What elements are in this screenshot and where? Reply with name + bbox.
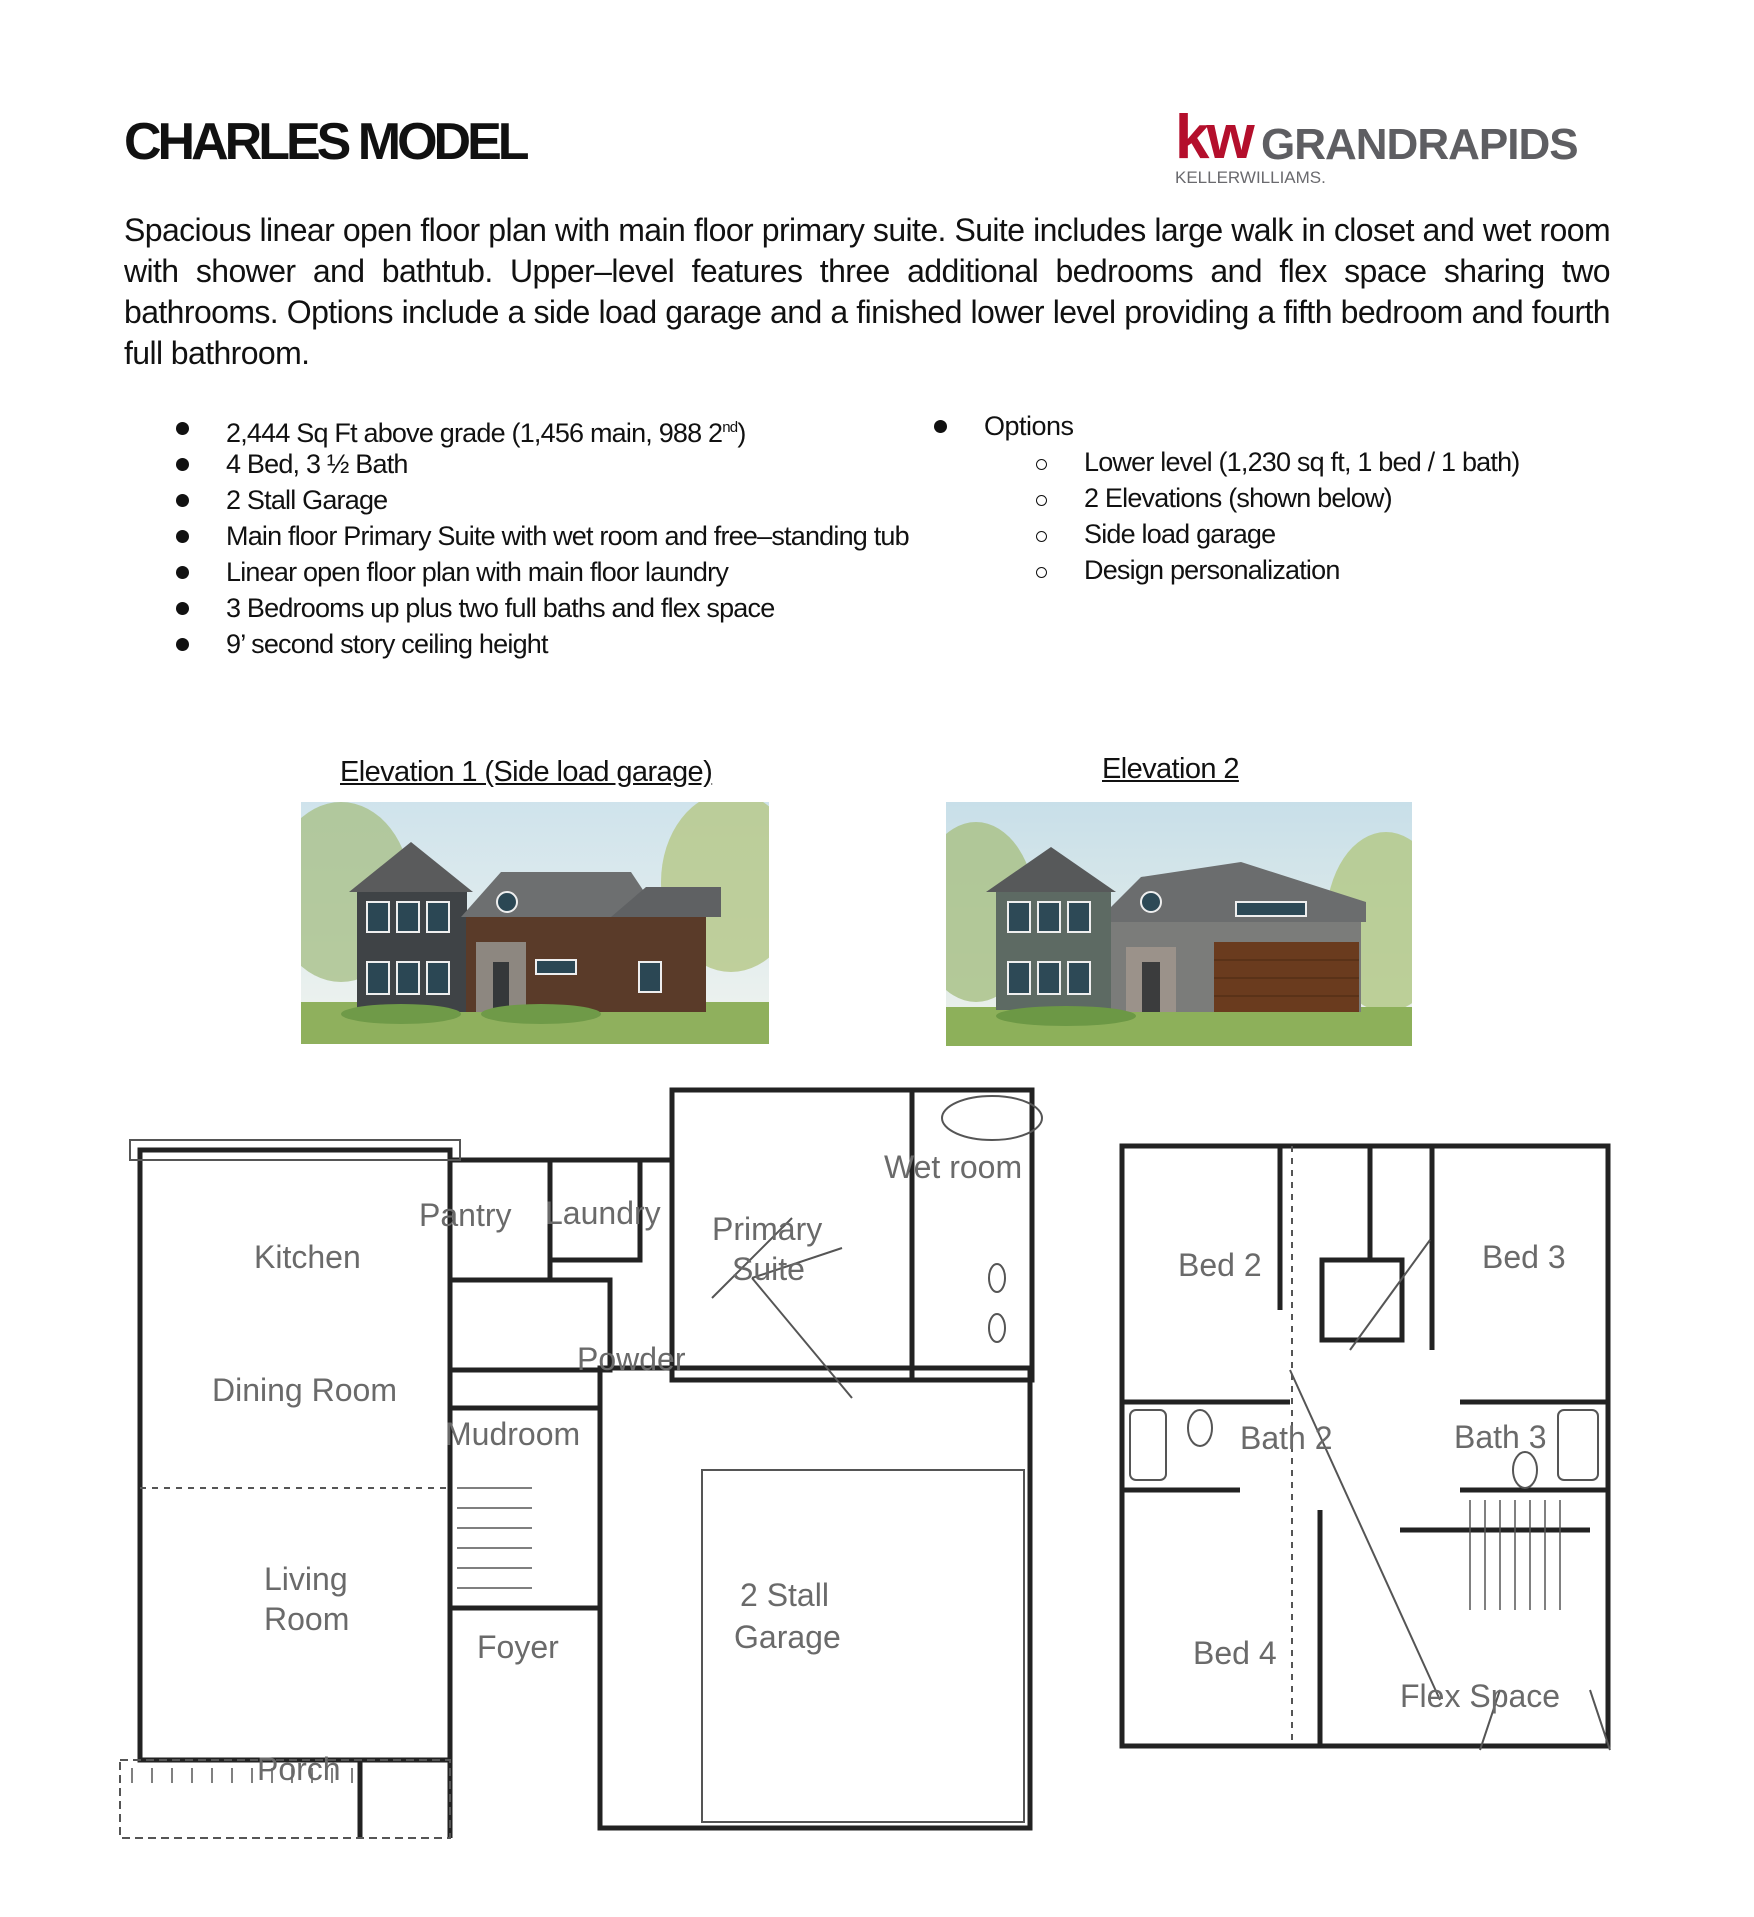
bullet-icon — [176, 530, 189, 543]
room-label-porch: Porch — [257, 1751, 341, 1787]
option-text: Side load garage — [1084, 519, 1276, 549]
page-title: CHARLES MODEL — [124, 113, 526, 171]
option-item — [934, 480, 1519, 516]
logo-kw-mark: kw — [1175, 103, 1252, 172]
option-text: Design personalization — [1084, 555, 1340, 585]
room-label-flex-space: Flex Space — [1400, 1678, 1561, 1714]
bullet-icon — [176, 494, 189, 507]
bullet-icon — [176, 638, 189, 651]
elevation-2-caption: Elevation 2 — [1102, 753, 1239, 785]
feature-text: 2 Stall Garage — [226, 485, 388, 515]
elevation-1-image — [301, 802, 769, 1044]
hollow-bullet-icon — [1036, 495, 1047, 506]
feature-item — [176, 626, 909, 662]
feature-item — [176, 410, 909, 446]
room-label-mudroom: Mudroom — [445, 1416, 581, 1452]
elevation-2-image — [946, 802, 1412, 1046]
option-item — [934, 444, 1519, 480]
elevation-1-caption: Elevation 1 (Side load garage) — [340, 756, 713, 788]
hollow-bullet-icon — [1036, 459, 1047, 470]
room-label-living-room: Room — [264, 1601, 350, 1637]
bullet-icon — [176, 566, 189, 579]
options-heading-text: Options — [984, 411, 1074, 441]
room-label-laundry: Laundry — [545, 1195, 661, 1231]
room-label-kitchen: Kitchen — [254, 1239, 361, 1275]
feature-list — [176, 410, 909, 662]
options-list — [934, 408, 1519, 588]
logo-brand: GRANDRAPIDS — [1261, 120, 1578, 169]
bullet-icon — [934, 420, 947, 433]
upper-floor-plan — [1090, 1110, 1640, 1770]
model-description: Spacious linear open floor plan with main floor primary suite. Suite includes large walk in closet and wet room with shower and bathtub. Upper–level features three additional bedrooms and flex space sharing two bathrooms. Options include a side load garage and a finished lower level providing a fifth bedroom and fourth full bathroom. — [124, 212, 1610, 371]
feature-text: 9’ second story ceiling height — [226, 629, 548, 659]
room-label-bed-4: Bed 4 — [1193, 1635, 1277, 1671]
feature-text: 3 Bedrooms up plus two full baths and flex space — [226, 593, 775, 623]
room-label-wet-room: Wet room — [884, 1149, 1023, 1185]
kw-grand-rapids-logo — [1175, 103, 1595, 188]
bullet-icon — [176, 422, 189, 435]
feature-item — [176, 590, 909, 626]
room-label-garage: 2 Stall — [740, 1577, 829, 1613]
feature-item — [176, 518, 909, 554]
room-label-living: Living — [264, 1561, 348, 1597]
room-label-bath-2: Bath 2 — [1240, 1420, 1333, 1456]
options-heading — [934, 408, 1519, 444]
room-label-bed-2: Bed 2 — [1178, 1247, 1262, 1283]
room-label-suite: Suite — [732, 1251, 805, 1287]
room-label-powder: Powder — [577, 1341, 686, 1377]
room-label-garage-2: Garage — [734, 1619, 841, 1655]
feature-text: Main floor Primary Suite with wet room and free–standing tub — [226, 521, 909, 551]
room-label-foyer: Foyer — [477, 1629, 559, 1665]
options-sublist — [934, 444, 1519, 588]
feature-sqft: 2,444 Sq Ft above grade (1,456 main, 988 2nd) — [226, 418, 746, 448]
option-text: 2 Elevations (shown below) — [1084, 483, 1392, 513]
room-label-pantry: Pantry — [419, 1197, 512, 1233]
room-label-bed-3: Bed 3 — [1482, 1239, 1566, 1275]
room-label-primary: Primary — [712, 1211, 823, 1247]
room-label-bath-3: Bath 3 — [1454, 1419, 1547, 1455]
room-label-dining: Dining Room — [212, 1372, 397, 1408]
feature-text: Linear open floor plan with main floor laundry — [226, 557, 729, 587]
bullet-icon — [176, 602, 189, 615]
option-text: Lower level (1,230 sq ft, 1 bed / 1 bath) — [1084, 447, 1520, 477]
hollow-bullet-icon — [1036, 531, 1047, 542]
feature-item — [176, 446, 909, 482]
feature-item — [176, 482, 909, 518]
feature-item — [176, 554, 909, 590]
logo-subtitle: KELLERWILLIAMS. — [1175, 168, 1326, 187]
feature-text: 4 Bed, 3 ½ Bath — [226, 449, 408, 479]
main-floor-plan — [112, 1068, 1072, 1853]
option-item — [934, 516, 1519, 552]
option-item — [934, 552, 1519, 588]
bullet-icon — [176, 458, 189, 471]
hollow-bullet-icon — [1036, 567, 1047, 578]
